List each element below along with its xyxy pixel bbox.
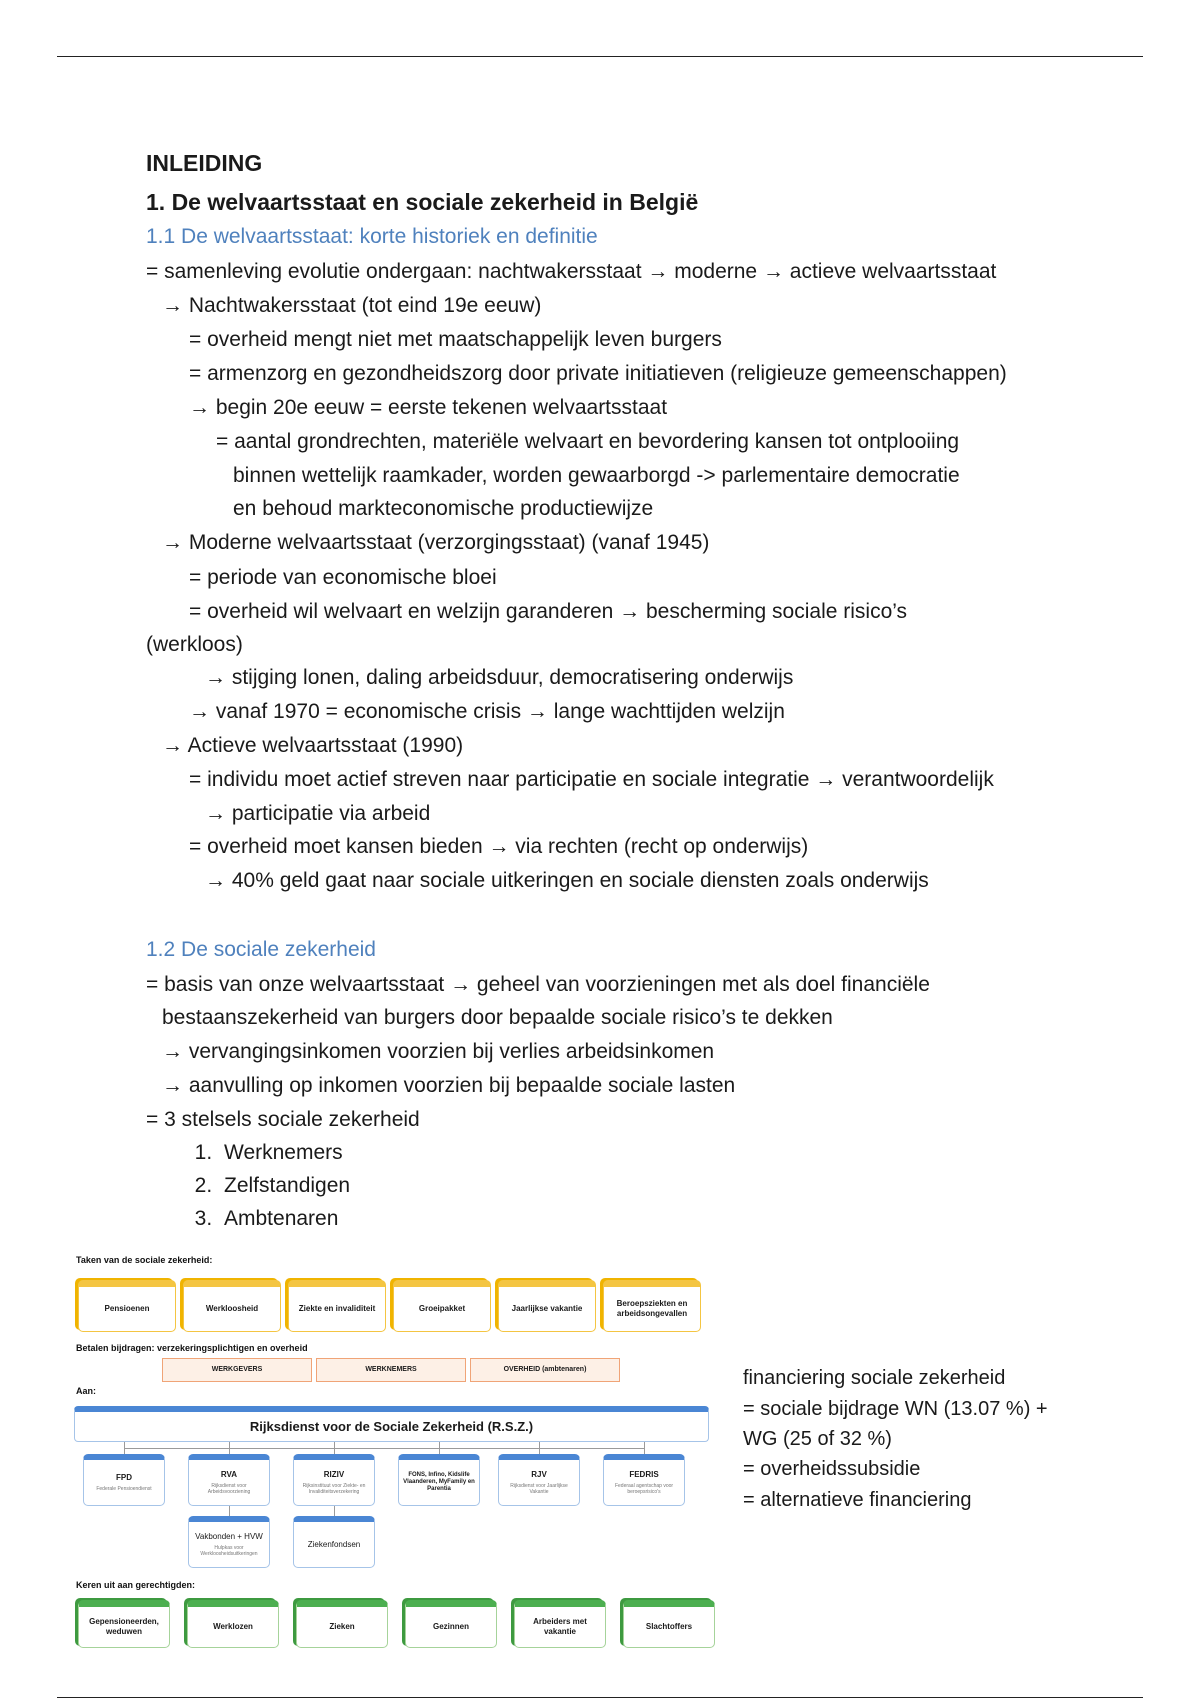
- payer-box: OVERHEID (ambtenaren): [470, 1358, 620, 1382]
- connector-line: [229, 1506, 230, 1516]
- beneficiary-card: Gezinnen: [405, 1600, 497, 1648]
- connector-line: [124, 1442, 125, 1454]
- agency-name: RJV: [531, 1470, 547, 1479]
- section-1-title: 1. De welvaartsstaat en sociale zekerheid in België: [146, 189, 699, 215]
- text-line: = armenzorg en gezondheidszorg door private initiatieven (religieuze gemeenschappen): [189, 362, 1007, 385]
- text-line: = overheid moet kansen bieden → via rechten (recht op onderwijs): [189, 835, 809, 858]
- section-1-1-title: 1.1 De welvaartsstaat: korte historiek en definitie: [146, 225, 598, 248]
- financing-line: = overheidssubsidie: [743, 1458, 921, 1480]
- agency-subtitle: Federale Pensioendienst: [96, 1486, 152, 1492]
- diagram-label-keren: Keren uit aan gerechtigden:: [76, 1580, 196, 1590]
- diagram-label-aan: Aan:: [76, 1386, 96, 1396]
- agency-card: [398, 1454, 480, 1506]
- text-line: = basis van onze welvaartsstaat → geheel van voorzieningen met als doel financiële: [146, 973, 930, 996]
- list-item: 2. Zelfstandigen: [218, 1173, 350, 1206]
- task-card: Jaarlijkse vakantie: [498, 1280, 596, 1332]
- task-card: Pensioenen: [78, 1280, 176, 1332]
- page-heading: INLEIDING: [146, 150, 263, 176]
- text-line: = overheid wil welvaart en welzijn garanderen → bescherming sociale risico’s: [189, 600, 908, 623]
- rsz-box: Rijksdienst voor de Sociale Zekerheid (R.S.Z.): [74, 1406, 709, 1442]
- text-line: = overheid mengt niet met maatschappelijk leven burgers: [189, 328, 722, 351]
- beneficiary-card: Gepensioneerden, weduwen: [78, 1600, 170, 1648]
- text-line: → Actieve welvaartsstaat (1990): [162, 734, 464, 757]
- text-line: bestaanszekerheid van burgers door bepaalde sociale risico’s te dekken: [162, 1006, 833, 1029]
- agency-card: [83, 1454, 165, 1506]
- agency-card: [498, 1454, 580, 1506]
- agency-card: [603, 1454, 685, 1506]
- task-card: Groeipakket: [393, 1280, 491, 1332]
- connector-line: [644, 1442, 645, 1454]
- agency-name: FEDRIS: [629, 1470, 659, 1479]
- text-line: = periode van economische bloei: [189, 566, 497, 589]
- payer-box: WERKGEVERS: [162, 1358, 312, 1382]
- list-item: 1. Werknemers: [218, 1140, 350, 1173]
- agency-name: FONS, Infino, Kidslife Vlaanderen, MyFamily en Parentia: [403, 1472, 475, 1492]
- beneficiary-card: Slachtoffers: [623, 1600, 715, 1648]
- text-line: → aanvulling op inkomen voorzien bij bepaalde sociale lasten: [162, 1074, 736, 1097]
- text-line: → begin 20e eeuw = eerste tekenen welvaartsstaat: [189, 396, 668, 419]
- agency-card: [293, 1454, 375, 1506]
- section-1-2-title: 1.2 De sociale zekerheid: [146, 938, 376, 961]
- sub-agency-name: Vakbonden + HVW: [195, 1532, 263, 1541]
- text-line: → Nachtwakersstaat (tot eind 19e eeuw): [162, 294, 542, 317]
- sub-agency-subtitle: Hulpkas voor Werkloosheidsuitkeringen: [200, 1545, 258, 1557]
- text-line: → stijging lonen, daling arbeidsduur, democratisering onderwijs: [205, 666, 794, 689]
- text-line: binnen wettelijk raamkader, worden gewaarborgd -> parlementaire democratie: [233, 464, 960, 487]
- text-line: en behoud markteconomische productiewijze: [233, 497, 654, 520]
- beneficiary-card: Werklozen: [187, 1600, 279, 1648]
- connector-line: [124, 1448, 644, 1449]
- connector-line: [539, 1442, 540, 1454]
- task-card: Ziekte en invaliditeit: [288, 1280, 386, 1332]
- financing-line: = sociale bijdrage WN (13.07 %) +: [743, 1398, 1048, 1420]
- beneficiary-card: Zieken: [296, 1600, 388, 1648]
- text-line: = samenleving evolutie ondergaan: nachtwakersstaat → moderne → actieve welvaartsstaat: [146, 260, 997, 283]
- agency-card: [188, 1454, 270, 1506]
- text-line: (werkloos): [146, 633, 243, 656]
- text-line: = aantal grondrechten, materiële welvaart en bevordering kansen tot ontplooiing: [216, 430, 960, 453]
- text-line: → vervangingsinkomen voorzien bij verlies arbeidsinkomen: [162, 1040, 715, 1063]
- financing-title: financiering sociale zekerheid: [743, 1367, 1006, 1389]
- task-card: Werkloosheid: [183, 1280, 281, 1332]
- sub-agency-name: Ziekenfondsen: [307, 1539, 361, 1549]
- agency-subtitle: Rijksinstituut voor Ziekte- en Invaliditeitsverzekering: [302, 1483, 366, 1495]
- diagram-label-bijdragen: Betalen bijdragen: verzekeringsplichtigen en overheid: [76, 1343, 308, 1353]
- connector-line: [439, 1442, 440, 1454]
- agency-subtitle: Federaal agentschap voor beroepsrisico's: [614, 1483, 674, 1495]
- agency-subtitle: Rijksdienst voor Arbeidsvoorziening: [207, 1483, 251, 1495]
- agency-name: RVA: [220, 1470, 238, 1479]
- text-line: = 3 stelsels sociale zekerheid: [146, 1108, 420, 1131]
- financing-line: = alternatieve financiering: [743, 1489, 972, 1511]
- text-line: → participatie via arbeid: [205, 802, 431, 825]
- financing-line: WG (25 of 32 %): [743, 1428, 892, 1450]
- social-security-diagram: [74, 1250, 724, 1650]
- header-rule: [57, 56, 1143, 57]
- text-line: → 40% geld gaat naar sociale uitkeringen en sociale diensten zoals onderwijs: [205, 869, 929, 892]
- text-line: → Moderne welvaartsstaat (verzorgingsstaat) (vanaf 1945): [162, 531, 710, 554]
- text-line: = individu moet actief streven naar participatie en sociale integratie → verantwoordelijk: [189, 768, 994, 791]
- connector-line: [334, 1442, 335, 1454]
- task-card: Beroepsziekten en arbeidsongevallen: [603, 1280, 701, 1332]
- beneficiary-card: Arbeiders met vakantie: [514, 1600, 606, 1648]
- payer-box: WERKNEMERS: [316, 1358, 466, 1382]
- diagram-label-taken: Taken van de sociale zekerheid:: [76, 1255, 213, 1265]
- agency-name: FPD: [116, 1473, 132, 1482]
- sub-agency-card: [293, 1516, 375, 1568]
- sub-agency-card: [188, 1516, 270, 1568]
- connector-line: [229, 1442, 230, 1454]
- stelsels-list: [180, 1140, 350, 1239]
- agency-subtitle: Rijksdienst voor Jaarlijkse Vakantie: [510, 1483, 568, 1495]
- list-item: 3. Ambtenaren: [218, 1206, 350, 1239]
- text-line: → vanaf 1970 = economische crisis → lange wachttijden welzijn: [189, 700, 785, 723]
- footer-rule: [57, 1697, 1143, 1698]
- agency-name: RIZIV: [323, 1470, 345, 1479]
- connector-line: [334, 1506, 335, 1516]
